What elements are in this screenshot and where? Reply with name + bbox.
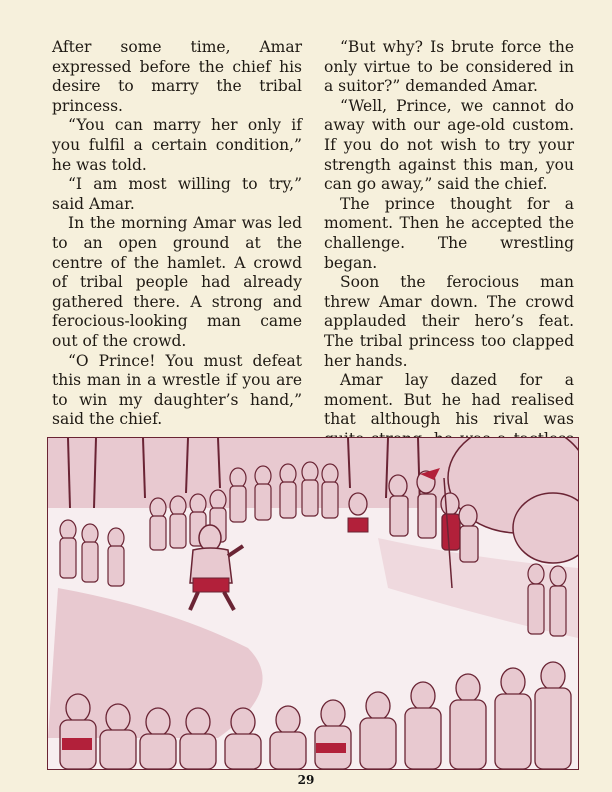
paragraph: In the morning Amar was led to an open ground at the centre of the hamlet. A crowd of tribal people had already gathered there. A strong and ferocious-looking man came out of the crowd.: [52, 214, 302, 350]
paragraph: “Well, Prince, we cannot do away with our age-old custom. If you do not wish to try your strength against this man, you can go away,” said the chief.: [324, 96, 574, 194]
paragraph: Amar lay dazed for a moment. But he had realised that although his rival was: [324, 371, 574, 429]
wrestling-scene-illustration: [47, 437, 579, 770]
paragraph: “I am most willing to try,” said Amar.: [52, 175, 302, 213]
paragraph: Soon the ferocious man threw Amar down. The crowd applauded their hero’s feat. The tribal princess too clapped her hands.: [324, 273, 574, 370]
paragraph: “You can marry her only if you fulfil a certain condition,” he was told.: [52, 116, 302, 174]
paragraph: “But why? Is brute force the only virtue to be considered in a suitor?” demanded Amar.: [324, 38, 574, 96]
page-number: 29: [297, 773, 315, 787]
paragraph: “O Prince! You must defeat this man in a wrestle if you are to win my daughter’s hand,” said the chief.: [52, 351, 302, 429]
left-text-column: [52, 38, 302, 430]
right-text-column: [324, 38, 574, 469]
paragraph: The prince thought for a moment. Then he accepted the challenge. The wrestling began.: [324, 194, 574, 272]
illustration-art: [48, 438, 578, 769]
left-crowd: [60, 520, 124, 586]
paragraph: After some time, Amar expressed before the chief his desire to marry the tribal princess.: [52, 38, 302, 115]
